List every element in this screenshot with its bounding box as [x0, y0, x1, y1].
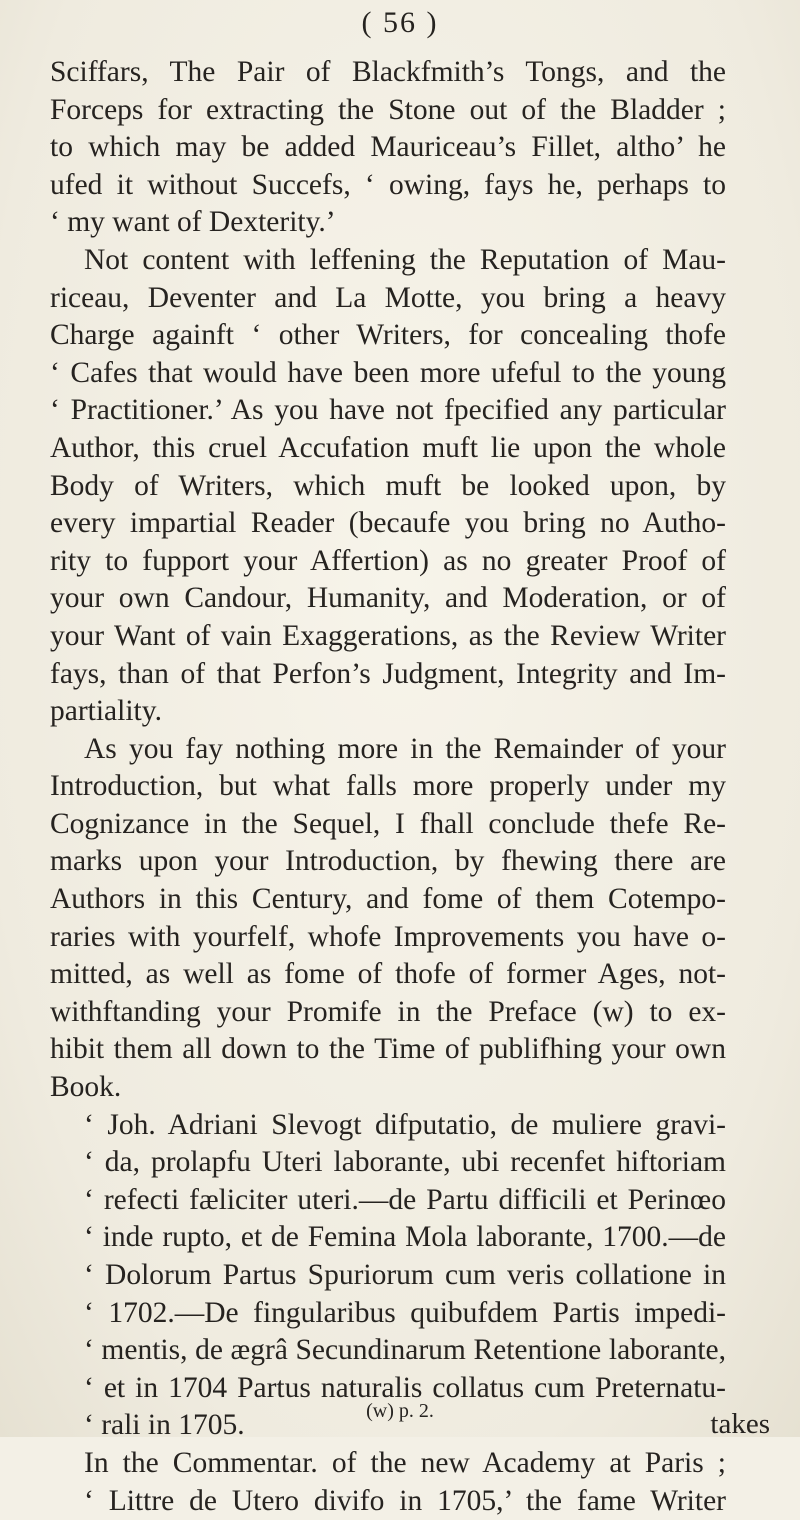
text-line: ‘ Cafes that would have been more ufeful to the young [50, 356, 726, 389]
page-number: ( 56 ) [361, 6, 439, 39]
catchword: takes [710, 1408, 770, 1440]
text-line: Cognizance in the Sequel, I fhall conclude thefe Re- [50, 807, 726, 840]
text-line: riceau, Deventer and La Motte, you bring a heavy [50, 281, 726, 314]
text-line: Not content with leffening the Reputation of Mau- [84, 243, 726, 276]
text-line: ‘ Littre de Utero divifo in 1705,’ the fame Writer [84, 1484, 726, 1517]
text-line: every impartial Reader (becaufe you bring no Autho- [50, 507, 726, 540]
text-line: Body of Writers, which muft be looked upon, by [50, 469, 726, 502]
text-line: ‘ inde rupto, et de Femina Mola laborante, 1700.—de [84, 1221, 726, 1254]
text-line: ‘ et in 1704 Partus naturalis collatus cum Preternatu- [84, 1371, 726, 1404]
text-line: marks upon your Introduction, by fhewing there are [50, 845, 726, 878]
text-line: Sciffars, The Pair of Blackfmith’s Tongs, and the [50, 56, 726, 88]
text-line: ‘ Dolorum Partus Spuriorum cum veris collatione in [84, 1259, 726, 1291]
text-line: ‘ da, prolapfu Uteri laborante, ubi recenfet hiftoriam [84, 1146, 726, 1179]
text-line: ‘ Joh. Adriani Slevogt difputatio, de muliere gravi- [84, 1108, 726, 1141]
footnote: (w) p. 2. [366, 1400, 434, 1422]
text-line: ‘ 1702.—De fingularibus quibufdem Partis impedi- [84, 1296, 726, 1329]
text-line: Charge againft ‘ other Writers, for concealing thofe [50, 319, 726, 352]
text-line: Authors in this Century, and fome of them Cotempo- [50, 883, 726, 916]
text-line: hibit them all down to the Time of publifhing your own [50, 1033, 726, 1066]
text-line: As you fay nothing more in the Remainder of your [84, 732, 726, 765]
text-line: ‘ rali in 1705. [84, 1409, 245, 1442]
text-line: ‘ Practitioner.’ As you have not fpecified any particular [50, 394, 726, 427]
text-line: partiality. [50, 695, 162, 728]
text-line: ‘ refecti fæliciter uteri.—de Partu difficili et Perinœo [84, 1183, 726, 1216]
text-line: raries with yourfelf, whofe Improvements you have o- [50, 920, 726, 953]
text-line: your Want of vain Exaggerations, as the Review Writer [50, 619, 726, 652]
text-line: ‘ my want of Dexterity.’ [50, 206, 336, 239]
text-line: your own Candour, Humanity, and Moderation, or of [50, 582, 726, 615]
text-line: fays, than of that Perfon’s Judgment, Integrity and Im- [50, 657, 726, 690]
text-line: withftanding your Promife in the Preface (w) to ex- [50, 995, 726, 1028]
text-line: In the Commentar. of the new Academy at Paris ; [84, 1446, 726, 1479]
text-line: Forceps for extracting the Stone out of the Bladder ; [50, 93, 726, 126]
text-line: Introduction, but what falls more properly under my [50, 770, 726, 803]
text-line: ufed it without Succefs, ‘ owing, fays he, perhaps to [50, 168, 726, 201]
text-line: rity to fupport your Affertion) as no greater Proof of [50, 544, 726, 577]
body-text [50, 54, 726, 1520]
text-line: mitted, as well as fome of thofe of former Ages, not- [50, 958, 726, 991]
text-line: ‘ mentis, de ægrâ Secundinarum Retentione laborante, [84, 1334, 726, 1367]
text-line: Book. [50, 1071, 122, 1104]
text-line: to which may be added Mauriceau’s Fillet, altho’ he [50, 131, 726, 164]
text-line: Author, this cruel Accufation muft lie upon the whole [50, 431, 726, 464]
